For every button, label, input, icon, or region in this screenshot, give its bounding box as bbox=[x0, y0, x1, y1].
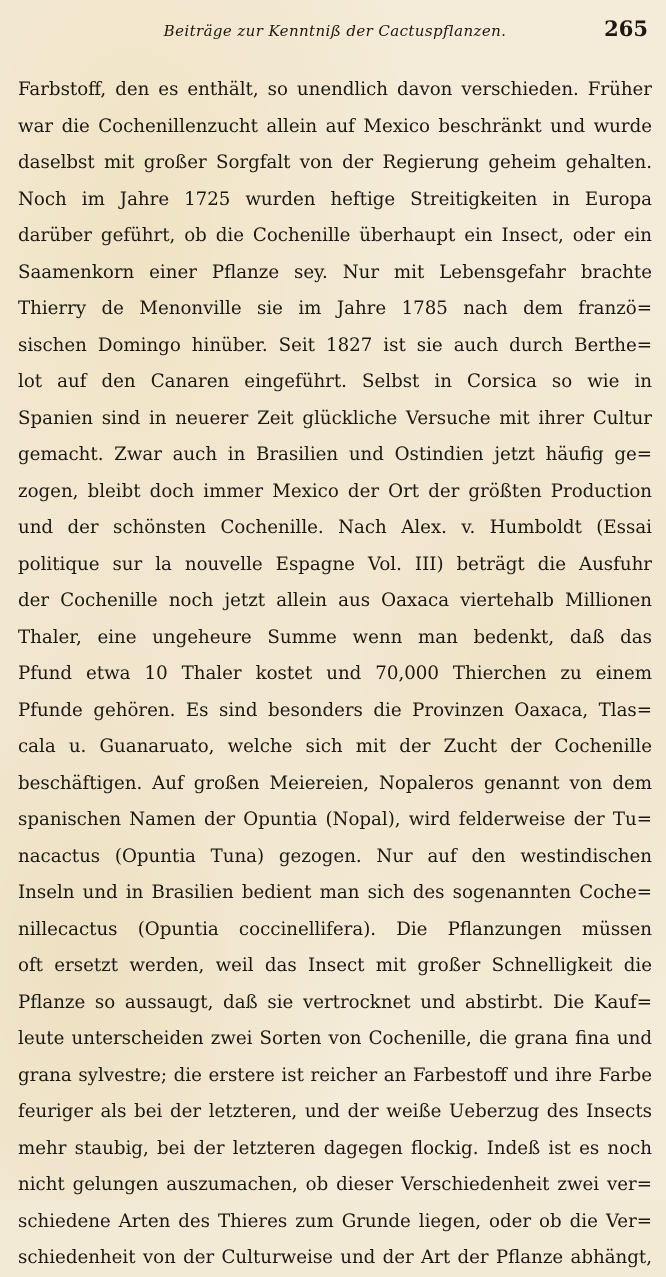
text-line: nicht gelungen auszumachen, ob dieser Verschiedenheit zwei ver= bbox=[18, 1174, 652, 1195]
text-line: Pflanze so aussaugt, daß sie vertrocknet und abstirbt. Die Kauf= bbox=[18, 991, 652, 1013]
text-line: daselbst mit großer Sorgfalt von der Regierung geheim gehalten. bbox=[18, 152, 652, 173]
text-line: der Cochenille noch jetzt allein aus Oaxaca viertehalb Millionen bbox=[18, 590, 652, 611]
text-line: Noch im Jahre 1725 wurden heftige Streitigkeiten in Europa bbox=[18, 188, 652, 210]
running-title: Beiträge zur Kenntniß der Cactuspflanzen. bbox=[163, 22, 507, 40]
text-line: cala u. Guanaruato, welche sich mit der Zucht der Cochenille bbox=[18, 736, 652, 757]
text-line: sischen Domingo hinüber. Seit 1827 ist sie auch durch Berthe= bbox=[18, 334, 652, 356]
text-line: mehr staubig, bei der letzteren dagegen flockig. Indeß ist es noch bbox=[18, 1137, 652, 1159]
text-line: schiedenheit von der Culturweise und der Art der Pflanze abhängt, bbox=[18, 1247, 652, 1268]
text-line: nillecactus (Opuntia coccinellifera). Die Pflanzungen müssen bbox=[18, 918, 652, 940]
text-line: Pfund etwa 10 Thaler kostet und 70,000 Thierchen zu einem bbox=[18, 663, 652, 684]
text-line: Inseln und in Brasilien bedient man sich des sogenannten Coche= bbox=[18, 882, 652, 903]
text-line: Pfunde gehören. Es sind besonders die Provinzen Oaxaca, Tlas= bbox=[18, 699, 652, 721]
text-line: leute unterscheiden zwei Sorten von Cochenille, die grana fina und bbox=[18, 1028, 652, 1049]
text-line: darüber geführt, ob die Cochenille überhaupt ein Insect, oder ein bbox=[18, 225, 652, 246]
text-line: feuriger als bei der letzteren, und der weiße Ueberzug des Insects bbox=[18, 1101, 652, 1122]
text-line: grana sylvestre; die erstere ist reicher an Farbestoff und ihre Farbe bbox=[18, 1064, 652, 1086]
text-line: Saamenkorn einer Pflanze sey. Nur mit Lebensgefahr brachte bbox=[18, 261, 652, 283]
text-line: schiedene Arten des Thieres zum Grunde liegen, oder ob die Ver= bbox=[18, 1210, 652, 1232]
text-line: politique sur la nouvelle Espagne Vol. III) beträgt die Ausfuhr bbox=[18, 553, 652, 575]
text-line: Farbstoff, den es enthält, so unendlich davon verschieden. Früher bbox=[18, 79, 652, 100]
text-line: nacactus (Opuntia Tuna) gezogen. Nur auf den westindischen bbox=[18, 845, 652, 867]
body-text bbox=[18, 72, 652, 1277]
text-line: gemacht. Zwar auch in Brasilien und Ostindien jetzt häufig ge= bbox=[18, 444, 652, 465]
text-line: zogen, bleibt doch immer Mexico der Ort der größten Production bbox=[18, 480, 652, 502]
text-line: und der schönsten Cochenille. Nach Alex. v. Humboldt (Essai bbox=[18, 517, 652, 538]
text-line: beschäftigen. Auf großen Meiereien, Nopaleros genannt von dem bbox=[18, 772, 652, 794]
page-number: 265 bbox=[604, 16, 648, 41]
text-line: Thierry de Menonville sie im Jahre 1785 nach dem franzö= bbox=[18, 298, 652, 319]
text-line: lot auf den Canaren eingeführt. Selbst in Corsica so wie in bbox=[18, 371, 652, 392]
running-head bbox=[18, 14, 652, 50]
text-line: Spanien sind in neuerer Zeit glückliche Versuche mit ihrer Cultur bbox=[18, 407, 652, 429]
text-line: Thaler, eine ungeheure Summe wenn man bedenkt, daß das bbox=[18, 626, 652, 648]
text-line: spanischen Namen der Opuntia (Nopal), wird felderweise der Tu= bbox=[18, 809, 652, 830]
text-line: oft ersetzt werden, weil das Insect mit großer Schnelligkeit die bbox=[18, 955, 652, 976]
text-line: war die Cochenillenzucht allein auf Mexico beschränkt und wurde bbox=[18, 115, 652, 137]
